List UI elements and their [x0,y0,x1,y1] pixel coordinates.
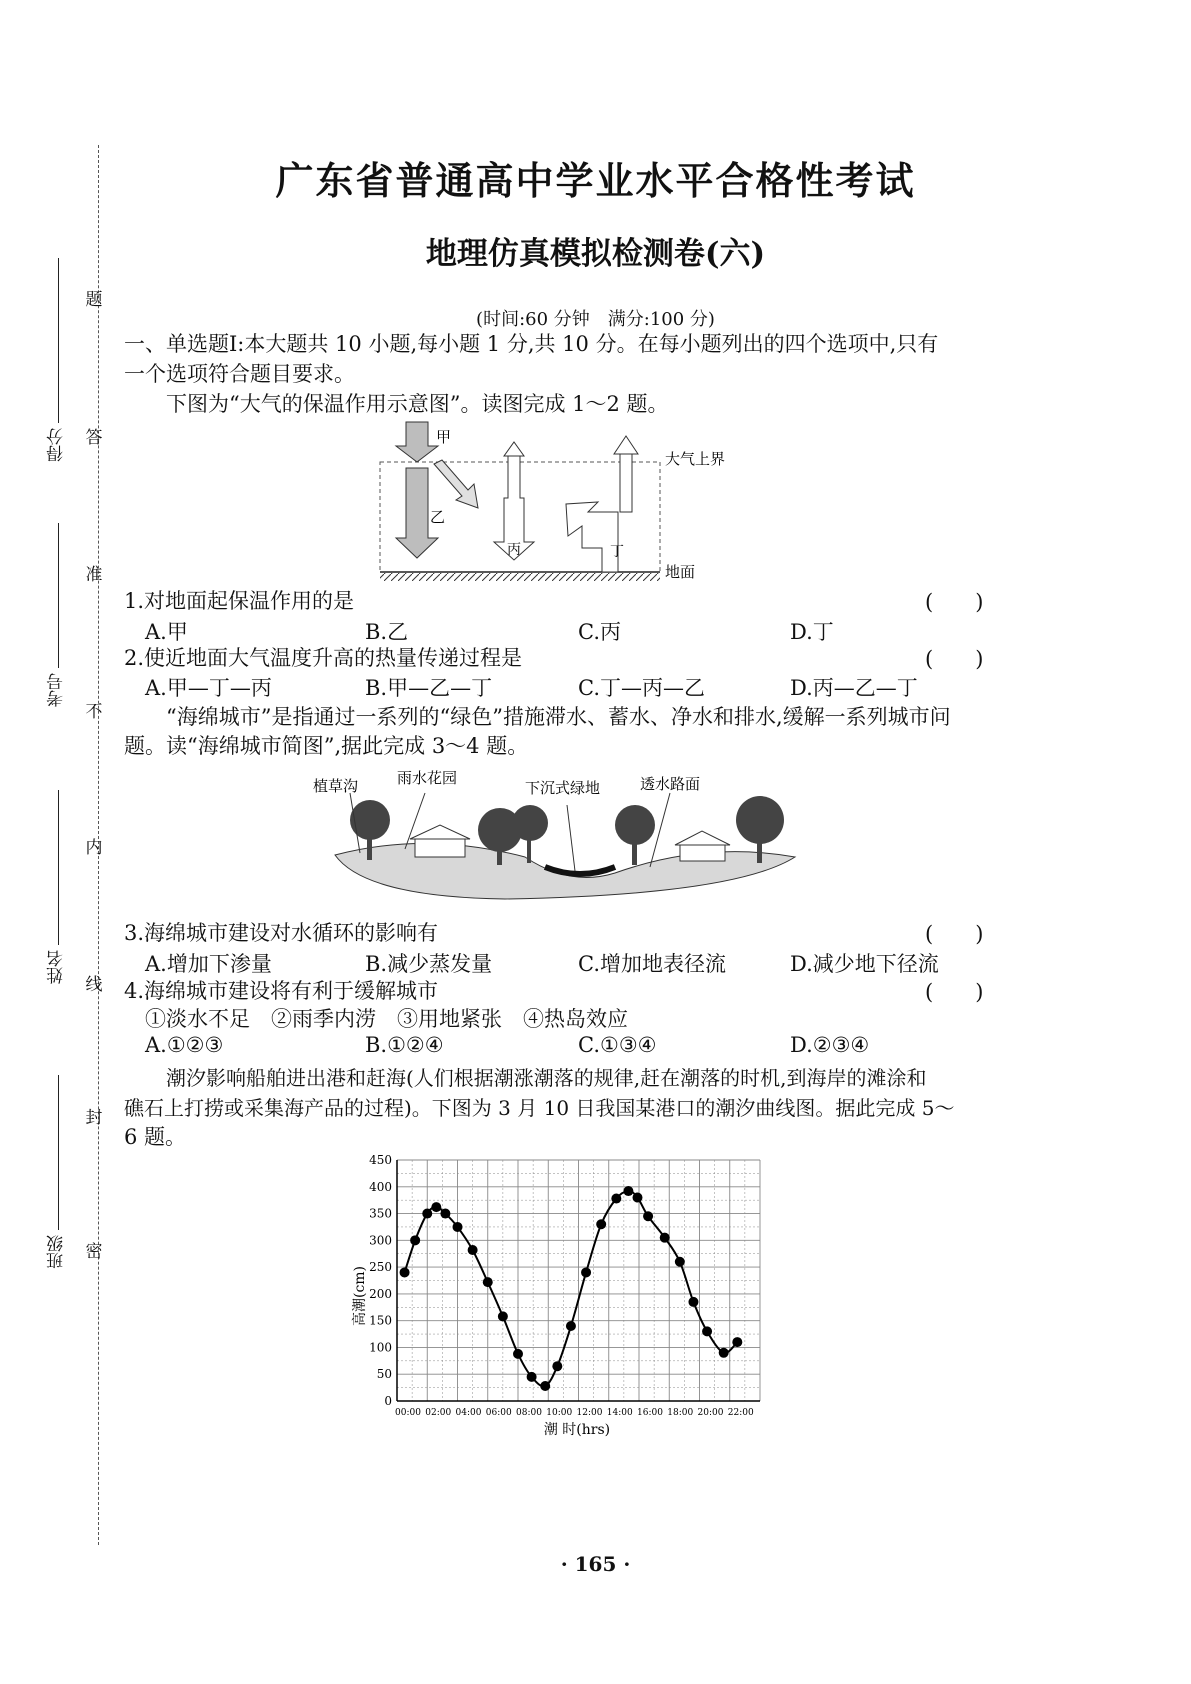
y-tick-label: 100 [369,1340,392,1355]
q1-answer-blank[interactable]: ( ) [925,590,984,614]
greenhouse-diagram [370,420,770,585]
q4-option-b[interactable]: B.①②④ [365,1033,444,1057]
binding-char: 题 [85,290,103,310]
score-label: 得分 [47,428,67,462]
x-axis-label: 潮 时(hrs) [543,1422,611,1438]
tide-point [552,1361,562,1371]
chart-grid [397,1160,760,1401]
tide-point [623,1186,633,1196]
y-tick-label: 400 [369,1179,392,1194]
arrow-ding [566,502,618,572]
tide-point [732,1337,742,1347]
tide-point [453,1222,463,1232]
q3-option-a[interactable]: A.增加下渗量 [145,952,272,976]
tide-point [566,1321,576,1331]
q4-stem: 4.海绵城市建设将有利于缓解城市 [124,979,439,1003]
x-tick-label: 00:00 [395,1408,421,1418]
y-tick-labels [369,1153,392,1408]
x-tick-label: 14:00 [606,1408,633,1418]
tide-point [632,1192,642,1202]
q4-option-c[interactable]: C.①③④ [578,1033,657,1057]
y-tick-label: 0 [384,1394,392,1408]
arrow-bing-up [504,442,524,456]
tide-point [702,1326,712,1336]
exam-title: 广东省普通高中学业水平合格性考试 [275,159,916,203]
label-ding: 丁 [610,544,624,560]
tide-point [468,1245,478,1255]
tide-point [498,1311,508,1321]
q3-answer-blank[interactable]: ( ) [925,922,984,946]
figure1-intro: 下图为“大气的保温作用示意图”。读图完成 1～2 题。 [166,392,669,416]
page-number: · 165 · [560,1552,631,1576]
q2-stem: 2.使近地面大气温度升高的热量传递过程是 [124,646,523,670]
label-road: 透水路面 [640,775,701,793]
label-bing: 丙 [507,542,521,558]
x-tick-label: 18:00 [667,1408,694,1418]
x-tick-label: 02:00 [425,1408,452,1418]
tide-point [400,1267,410,1277]
q1-option-c[interactable]: C.丙 [578,620,621,644]
tide-point [422,1209,432,1219]
tide-point [643,1211,653,1221]
q2-answer-blank[interactable]: ( ) [925,647,984,671]
binding-char: 答 [85,428,103,448]
binding-char: 不 [85,702,103,722]
tide-point [675,1257,685,1267]
sponge-city-diagram [305,765,805,905]
q1-stem: 1.对地面起保温作用的是 [124,589,355,613]
x-tick-label: 04:00 [455,1408,482,1418]
q1-option-b[interactable]: B.乙 [365,620,409,644]
tide-point [719,1348,729,1358]
arrow-ding-up-head [614,436,638,454]
name-line [58,790,59,945]
y-axis-label: 高潮(cm) [352,1265,368,1327]
q3-option-b[interactable]: B.减少蒸发量 [365,952,493,976]
exam-no-label: 考号 [47,673,67,707]
tide-intro-2: 礁石上打捞或采集海产品的过程)。下图为 3 月 10 日我国某港口的潮汐曲线图。据此完成 5～ [124,1096,955,1120]
label-garden: 雨水花园 [397,769,458,787]
tide-points [400,1186,743,1391]
score-line [58,258,59,423]
x-tick-label: 06:00 [485,1408,512,1418]
tide-point [660,1233,670,1243]
q2-option-b[interactable]: B.甲—乙—丁 [365,676,493,700]
y-tick-label: 450 [369,1153,392,1167]
tide-point [410,1235,420,1245]
binding-char: 线 [85,975,103,995]
q1-option-d[interactable]: D.丁 [790,620,834,644]
sponge-intro-2: 题。读“海绵城市简图”,据此完成 3～4 题。 [124,734,529,758]
class-line [58,1075,59,1230]
y-tick-label: 350 [369,1206,392,1221]
class-label: 班级 [47,1235,67,1269]
q2-option-c[interactable]: C.丁—丙—乙 [578,676,705,700]
ground-hatch [380,573,660,581]
x-tick-label: 10:00 [546,1408,573,1418]
y-tick-label: 200 [369,1286,392,1301]
name-label: 姓名 [47,950,67,984]
x-tick-label: 20:00 [697,1408,724,1418]
pointer-sunken [567,805,575,871]
arrow-jia [396,422,438,462]
q2-option-d[interactable]: D.丙—乙—丁 [790,676,918,700]
x-tick-label: 16:00 [637,1408,663,1418]
sponge-intro-1: “海绵城市”是指通过一系列的“绿色”措施滞水、蓄水、净水和排水,缓解一系列城市问 [166,705,951,729]
tide-curve [405,1191,738,1386]
y-tick-label: 150 [369,1313,392,1328]
tide-point [440,1209,450,1219]
y-tick-label: 50 [376,1367,392,1382]
q2-option-a[interactable]: A.甲—丁—丙 [145,676,272,700]
time-info: (时间:60 分钟 满分:100 分) [476,309,715,330]
label-ground: 地面 [665,563,696,581]
tide-intro-1: 潮汐影响船舶进出港和赶海(人们根据潮涨潮落的规律,赶在潮落的时机,到海岸的滩涂和 [166,1066,927,1090]
binding-char: 准 [85,565,103,585]
exam-no-line [58,523,59,668]
x-tick-label: 22:00 [727,1408,754,1418]
tide-intro-3: 6 题。 [124,1125,187,1149]
tide-point [540,1381,550,1391]
y-tick-label: 300 [369,1233,392,1248]
q4-items: ①淡水不足 ②雨季内涝 ③用地紧张 ④热岛效应 [145,1007,628,1031]
tide-point [527,1372,537,1382]
arrow-reflection [434,460,478,508]
label-sunken: 下沉式绿地 [525,779,601,797]
q3-option-d[interactable]: D.减少地下径流 [790,952,939,976]
binding-char: 封 [85,1108,103,1128]
q4-answer-blank[interactable]: ( ) [925,980,984,1004]
paper-subtitle: 地理仿真模拟检测卷(六) [425,236,766,272]
y-tick-label: 250 [369,1260,392,1275]
q3-option-c[interactable]: C.增加地表径流 [578,952,726,976]
tide-point [513,1349,523,1359]
tide-point [611,1194,621,1204]
x-tick-label: 12:00 [576,1408,603,1418]
tide-point [596,1219,606,1229]
x-tick-labels [395,1408,754,1418]
section-instruction-2: 一个选项符合题目要求。 [124,362,355,386]
x-tick-label: 08:00 [516,1408,542,1418]
label-jia: 甲 [436,428,452,446]
label-yi: 乙 [430,508,446,526]
binding-char: 内 [85,838,103,858]
tide-point [688,1297,698,1307]
label-upper-atmosphere: 大气上界 [665,450,726,468]
binding-char: 密 [85,1242,103,1262]
sunken-greenland [545,867,615,874]
tide-point [483,1277,493,1287]
section-instruction-1: 一、单选题Ⅰ:本大题共 10 小题,每小题 1 分,共 10 分。在每小题列出的四个选项中,只有 [124,332,939,356]
arrow-ding-up-shaft [620,454,632,512]
q3-stem: 3.海绵城市建设对水循环的影响有 [124,921,439,945]
q4-option-d[interactable]: D.②③④ [790,1033,870,1057]
q4-option-a[interactable]: A.①②③ [145,1033,224,1057]
tide-point [431,1202,441,1212]
tide-chart [340,1148,780,1443]
tide-point [581,1267,591,1277]
label-plants: 植草沟 [313,777,359,795]
q1-option-a[interactable]: A.甲 [145,620,188,644]
